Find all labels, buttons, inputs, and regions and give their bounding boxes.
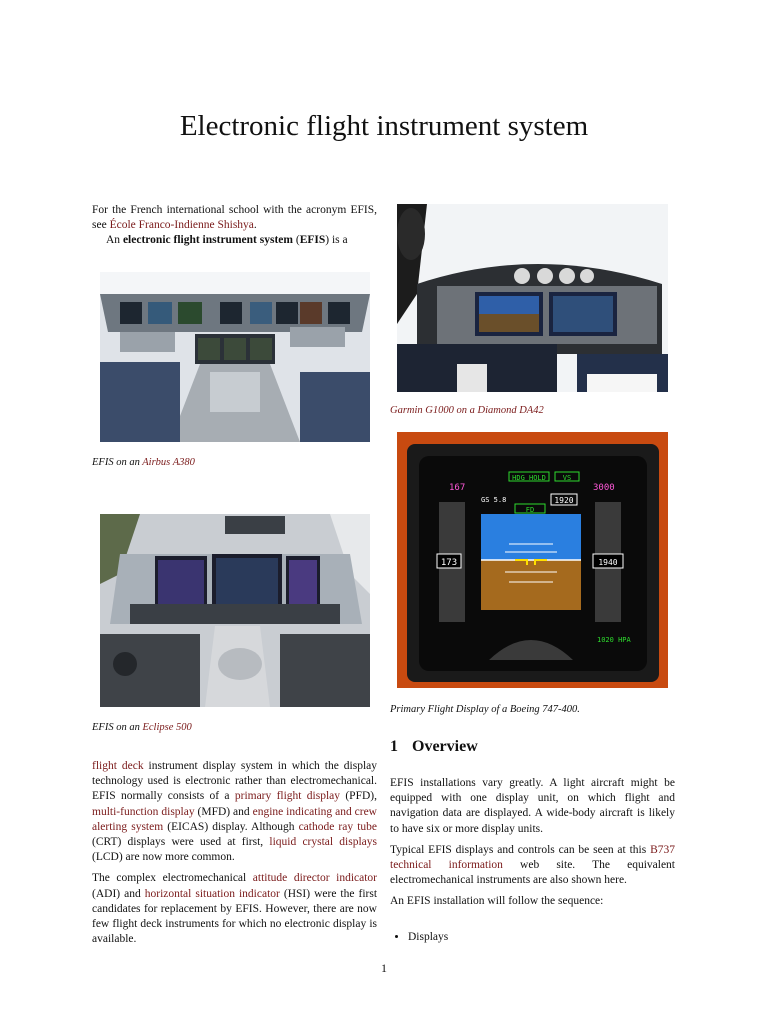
pfd-fd: FD: [525, 506, 535, 514]
pfd-current-speed: 173: [440, 558, 458, 568]
p1-text-5: (CRT) displays were used at first,: [92, 836, 270, 849]
eclipse-caption-text: EFIS on an: [92, 722, 143, 733]
intro-block: [92, 203, 377, 249]
section-title: Overview: [412, 738, 478, 755]
lead-mid: (: [292, 234, 300, 247]
hatnote-text: For the French international school with the acronym EFIS, see: [92, 204, 377, 232]
page-title: Electronic flight instrument system: [179, 110, 589, 142]
sequence-list: [390, 930, 675, 945]
lead-post: ) is a: [325, 234, 348, 247]
b737-link[interactable]: B737 technical information: [390, 843, 675, 872]
pfd-alt-sel: 3000: [593, 483, 615, 493]
p2-text-2: (ADI) and: [92, 887, 145, 900]
pfd-speed-bug: 167: [449, 483, 466, 493]
adi-link[interactable]: attitude director indicator: [252, 872, 378, 885]
pfd-alt-readout: 1920: [554, 496, 574, 505]
a380-link[interactable]: Airbus A380: [142, 457, 195, 468]
pfd-baro: 1020 HPA: [597, 636, 631, 644]
g1000-caption: Garmin G1000 on a Diamond DA42: [390, 405, 544, 416]
pfd-747-image: [397, 432, 668, 688]
a380-caption: [92, 457, 195, 468]
list-item: • Displays: [408, 930, 675, 945]
g1000-cockpit-image: [397, 204, 668, 392]
hatnote: [92, 203, 377, 233]
eclipse-link[interactable]: Eclipse 500: [142, 722, 192, 733]
p2-text-3: (HSI) were the first candidates for replacement by EFIS. However, there are now few flight deck instruments for which no electronic display is available.: [92, 887, 378, 946]
p1-text-6: (LCD) are now more common.: [92, 851, 235, 864]
pfd-gs: GS 5.8: [481, 496, 507, 504]
a380-caption-text: EFIS on an: [92, 457, 143, 468]
overview-paragraph-1: EFIS installations vary greatly. A light aircraft might be equipped with one display unit, on which flight and navigation data are displayed. A wide-body aircraft is likely to have six or more display units.: [390, 777, 675, 835]
lcd-link[interactable]: liquid crystal displays: [269, 836, 378, 849]
mfd-link[interactable]: multi-function display: [92, 805, 195, 818]
body-paragraph-1: [92, 759, 377, 865]
hatnote-link[interactable]: École Franco-Indienne Shishya: [109, 219, 254, 232]
p1-text-3: (MFD) and: [194, 805, 253, 818]
eicas-link[interactable]: engine indicating and crew alerting system: [92, 805, 377, 833]
p1-text-4: (EICAS) display. Although: [163, 820, 299, 833]
pfd-mode-2: VS: [562, 474, 572, 482]
p2-text-1: The complex electromechanical: [92, 872, 253, 885]
eclipse-caption: [92, 722, 192, 733]
overview-p2-post: web site. The equivalent electromechanical instruments are also shown here.: [390, 859, 675, 887]
p1-text-2: (PFD),: [340, 790, 377, 803]
flight-deck-link[interactable]: flight deck: [92, 760, 144, 772]
a380-cockpit-image: [100, 272, 370, 442]
overview-paragraph-3: An EFIS installation will follow the sequence:: [390, 895, 604, 908]
page-number: 1: [381, 961, 387, 975]
eclipse-cockpit-image: [100, 514, 370, 707]
lead-term: electronic flight instrument system: [122, 234, 293, 247]
pfd-mode-1: HDG HOLD: [512, 474, 546, 482]
crt-link[interactable]: cathode ray tube: [298, 820, 377, 833]
section-heading: [390, 738, 478, 756]
section-number: 1: [390, 738, 398, 755]
p1-text-1: instrument display system in which the display technology used is electronic rather than electromechanical. EFIS normally consists of a: [92, 760, 377, 803]
lead-sentence: [92, 233, 377, 248]
lead-acronym: EFIS: [299, 234, 326, 247]
lead-pre: An: [106, 234, 123, 247]
overview-p2-pre: Typical EFIS displays and controls can be seen at this: [390, 843, 651, 856]
pfd-link[interactable]: primary flight display: [234, 790, 341, 803]
pfd-caption: Primary Flight Display of a Boeing 747-400.: [390, 704, 580, 715]
body-paragraph-2: [92, 871, 377, 947]
overview-body: [390, 776, 675, 945]
hsi-link[interactable]: horizontal situation indicator: [144, 887, 280, 900]
hatnote-end: .: [253, 219, 257, 232]
left-body: [92, 759, 377, 947]
overview-paragraph-2: [390, 843, 675, 889]
pfd-current-alt: 1940: [598, 558, 618, 567]
